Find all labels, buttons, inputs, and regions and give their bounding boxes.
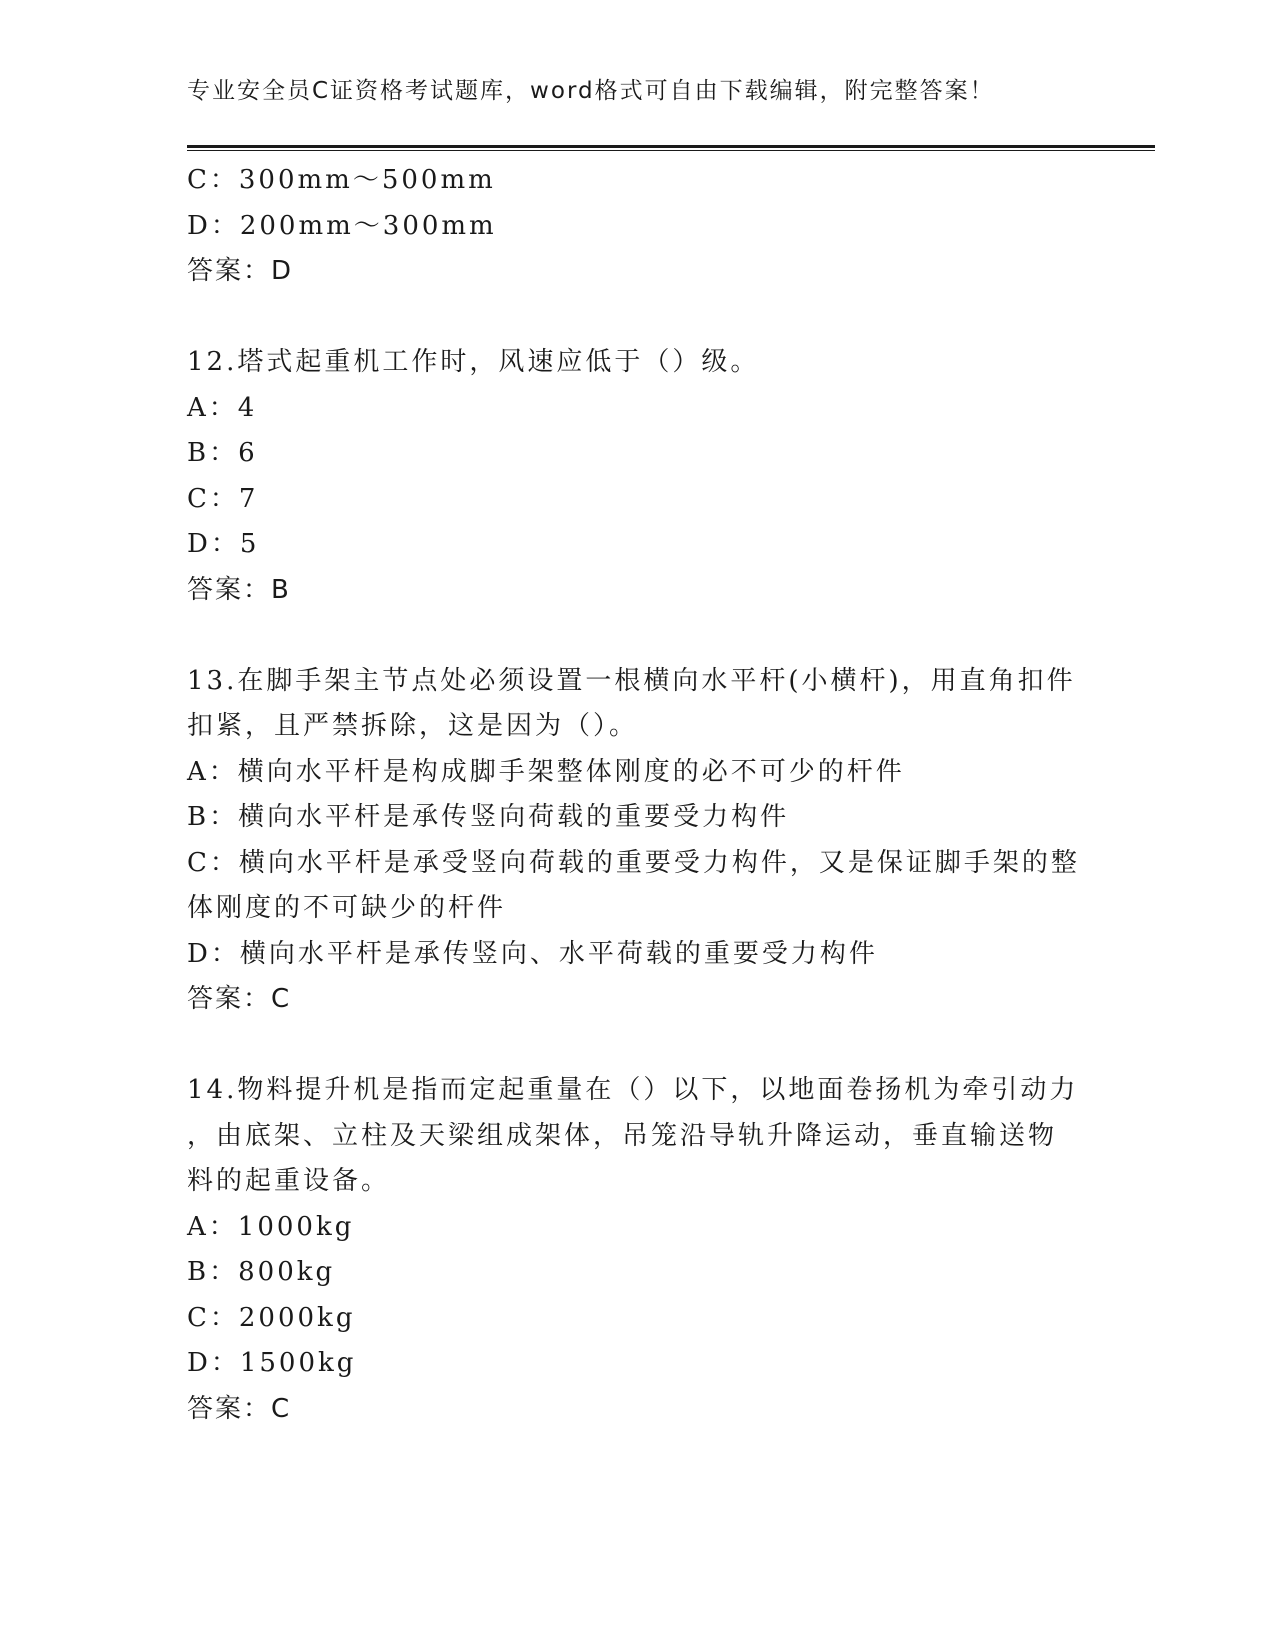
option-a: A：1000kg — [187, 1211, 355, 1242]
option-b: B：横向水平杆是承传竖向荷载的重要受力构件 — [187, 802, 790, 832]
option-c-continued: 体刚度的不可缺少的杆件 — [187, 893, 507, 923]
option-d: D：1500kg — [187, 1348, 357, 1378]
option-b: B：800kg — [187, 1257, 336, 1287]
question-text: 扣紧，且严禁拆除，这是因为（）。 — [187, 711, 639, 741]
option-b: B：6 — [187, 438, 258, 468]
question-14 — [187, 1068, 1087, 1432]
question-text: 14.物料提升机是指而定起重量在（）以下，以地面卷扬机为牵引动力 — [187, 1075, 1079, 1105]
answer: 答案：D — [187, 256, 294, 286]
page-header: 专业安全员C证资格考试题库，word格式可自由下载编辑，附完整答案！ — [187, 78, 995, 104]
option-d: D：横向水平杆是承传竖向、水平荷载的重要受力构件 — [187, 938, 878, 969]
option-a: A：4 — [187, 392, 258, 423]
question-12 — [187, 340, 1087, 613]
answer: 答案：C — [187, 1393, 292, 1424]
option-c: C：300mm～500mm — [187, 165, 496, 195]
question-text: 12.塔式起重机工作时，风速应低于（）级。 — [187, 347, 760, 377]
question-text: 料的起重设备。 — [187, 1166, 391, 1196]
answer: 答案：C — [187, 984, 292, 1014]
header-rule-thick — [187, 145, 1155, 148]
option-d: D：200mm～300mm — [187, 210, 497, 241]
header-rule-thin — [187, 150, 1155, 151]
question-list — [187, 158, 1087, 1432]
question-13 — [187, 659, 1087, 1023]
prev-question — [187, 158, 1087, 295]
option-c: C：2000kg — [187, 1302, 356, 1333]
option-a: A：横向水平杆是构成脚手架整体刚度的必不可少的杆件 — [187, 756, 905, 787]
answer: 答案：B — [187, 574, 291, 605]
option-d: D：5 — [187, 529, 260, 559]
option-c: C：7 — [187, 483, 259, 514]
question-text: 13.在脚手架主节点处必须设置一根横向水平杆(小横杆)，用直角扣件 — [187, 665, 1076, 696]
question-text: ，由底架、立柱及天梁组成架体，吊笼沿导轨升降运动，垂直输送物 — [187, 1120, 1058, 1151]
option-c: C：横向水平杆是承受竖向荷载的重要受力构件，又是保证脚手架的整 — [187, 847, 1080, 878]
